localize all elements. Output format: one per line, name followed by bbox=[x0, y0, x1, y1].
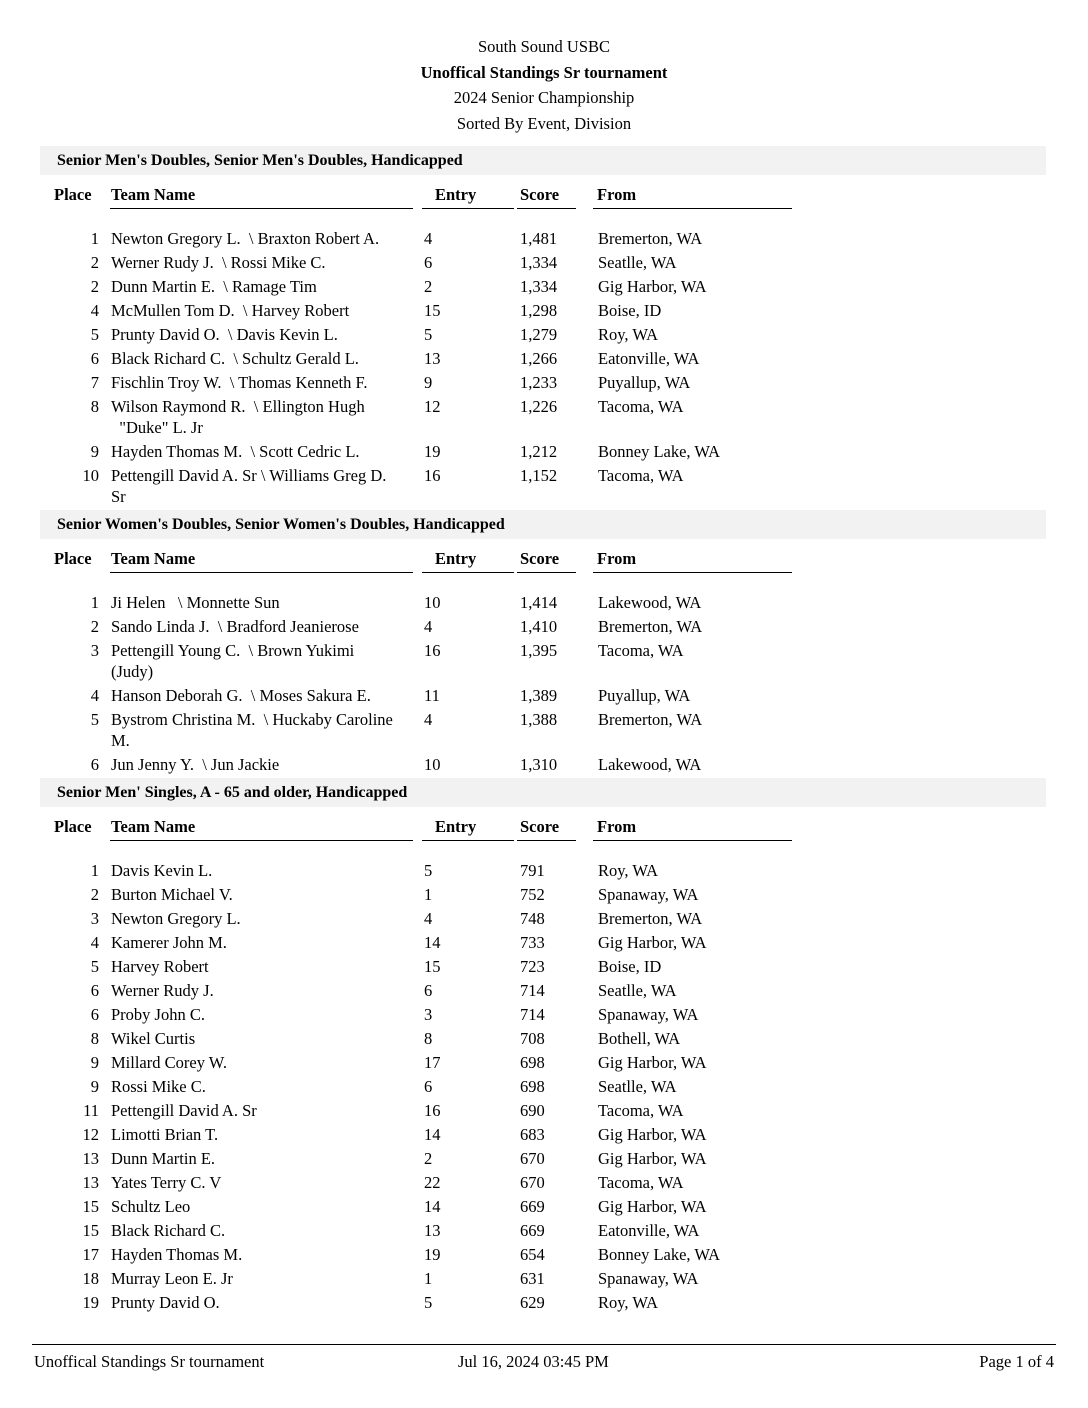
score-cell: 1,266 bbox=[520, 349, 558, 368]
place-cell: 4 bbox=[90, 933, 99, 952]
section-title: Senior Men' Singles, A - 65 and older, Handicapped bbox=[40, 778, 1046, 807]
place-cell: 9 bbox=[90, 1077, 99, 1096]
team-name-line: Dunn Martin E. \ Ramage Tim bbox=[111, 277, 317, 296]
team-name-line: Bystrom Christina M. \ Huckaby Caroline bbox=[111, 710, 393, 729]
column-header-entry: Entry bbox=[435, 549, 477, 568]
from-cell: Tacoma, WA bbox=[598, 466, 684, 485]
team-name-line: Werner Rudy J. bbox=[111, 981, 214, 1000]
column-header-from: From bbox=[597, 185, 637, 204]
score-cell: 698 bbox=[520, 1077, 545, 1096]
from-cell: Roy, WA bbox=[598, 325, 659, 344]
team-name-cell bbox=[111, 1052, 423, 1073]
score-cell: 1,389 bbox=[520, 686, 558, 705]
from-cell: Tacoma, WA bbox=[598, 641, 684, 660]
entry-cell: 15 bbox=[424, 957, 441, 976]
team-name-line: Wilson Raymond R. \ Ellington Hugh bbox=[111, 397, 365, 416]
entry-cell: 4 bbox=[424, 710, 433, 729]
entry-cell: 2 bbox=[424, 277, 433, 296]
team-name-cell bbox=[111, 300, 423, 321]
team-name-line: Hayden Thomas M. \ Scott Cedric L. bbox=[111, 442, 360, 461]
team-name-line: Millard Corey W. bbox=[111, 1053, 227, 1072]
score-cell: 629 bbox=[520, 1293, 545, 1312]
team-name-cell bbox=[111, 592, 423, 613]
team-name-line: Black Richard C. bbox=[111, 1221, 226, 1240]
score-cell: 683 bbox=[520, 1125, 545, 1144]
column-header-score: Score bbox=[520, 817, 560, 836]
score-cell: 791 bbox=[520, 861, 545, 880]
place-cell: 5 bbox=[90, 957, 99, 976]
team-name-continuation: "Duke" L. Jr bbox=[111, 418, 203, 437]
column-underline bbox=[110, 208, 413, 209]
score-cell: 708 bbox=[520, 1029, 545, 1048]
team-name-line: Prunty David O. bbox=[111, 1293, 220, 1312]
team-name-line: Limotti Brian T. bbox=[111, 1125, 219, 1144]
score-cell: 1,298 bbox=[520, 301, 558, 320]
from-cell: Spanaway, WA bbox=[598, 1269, 699, 1288]
entry-cell: 6 bbox=[424, 1077, 433, 1096]
place-cell: 17 bbox=[82, 1245, 99, 1264]
from-cell: Gig Harbor, WA bbox=[598, 1125, 707, 1144]
place-cell: 2 bbox=[90, 885, 99, 904]
entry-cell: 15 bbox=[424, 301, 441, 320]
team-name-line: Jun Jenny Y. \ Jun Jackie bbox=[111, 755, 280, 774]
from-cell: Gig Harbor, WA bbox=[598, 1197, 707, 1216]
team-name-cell bbox=[111, 908, 423, 929]
place-cell: 6 bbox=[90, 1005, 99, 1024]
score-cell: 1,481 bbox=[520, 229, 558, 248]
from-cell: Gig Harbor, WA bbox=[598, 933, 707, 952]
place-cell: 3 bbox=[90, 909, 99, 928]
place-cell: 8 bbox=[90, 1029, 99, 1048]
column-header-place: Place bbox=[54, 185, 92, 204]
footer-timestamp: Jul 16, 2024 03:45 PM bbox=[458, 1352, 609, 1371]
column-header-team-name: Team Name bbox=[111, 817, 196, 836]
team-name-line: Kamerer John M. bbox=[111, 933, 227, 952]
team-name-cell bbox=[111, 932, 423, 953]
team-name-cell bbox=[111, 640, 423, 682]
team-name-line: Dunn Martin E. bbox=[111, 1149, 216, 1168]
place-cell: 11 bbox=[83, 1101, 99, 1120]
score-cell: 1,226 bbox=[520, 397, 558, 416]
team-name-continuation: M. bbox=[111, 731, 130, 750]
place-cell: 4 bbox=[90, 686, 99, 705]
place-cell: 2 bbox=[90, 277, 99, 296]
column-header-from: From bbox=[597, 549, 637, 568]
column-underline bbox=[517, 572, 576, 573]
entry-cell: 3 bbox=[424, 1005, 433, 1024]
team-name-cell bbox=[111, 1172, 423, 1193]
place-cell: 12 bbox=[82, 1125, 99, 1144]
place-cell: 1 bbox=[90, 229, 99, 248]
from-cell: Bonney Lake, WA bbox=[598, 1245, 721, 1264]
score-cell: 748 bbox=[520, 909, 545, 928]
from-cell: Tacoma, WA bbox=[598, 1101, 684, 1120]
place-cell: 19 bbox=[82, 1293, 99, 1312]
score-cell: 1,414 bbox=[520, 593, 558, 612]
section-title: Senior Men's Doubles, Senior Men's Doubles, Handicapped bbox=[40, 146, 1046, 175]
team-name-cell bbox=[111, 709, 423, 751]
column-underline bbox=[593, 208, 792, 209]
place-cell: 15 bbox=[82, 1221, 99, 1240]
from-cell: Roy, WA bbox=[598, 1293, 659, 1312]
entry-cell: 1 bbox=[424, 1269, 433, 1288]
score-cell: 1,233 bbox=[520, 373, 558, 392]
column-header-place: Place bbox=[54, 817, 92, 836]
score-cell: 723 bbox=[520, 957, 545, 976]
from-cell: Gig Harbor, WA bbox=[598, 1149, 707, 1168]
score-cell: 1,395 bbox=[520, 641, 558, 660]
team-name-line: Pettengill David A. Sr \ Williams Greg D. bbox=[111, 466, 387, 485]
column-header-score: Score bbox=[520, 549, 560, 568]
column-underline bbox=[593, 572, 792, 573]
column-header-entry: Entry bbox=[435, 817, 477, 836]
score-cell: 714 bbox=[520, 1005, 545, 1024]
column-header-entry: Entry bbox=[435, 185, 477, 204]
entry-cell: 11 bbox=[424, 686, 440, 705]
team-name-line: Pettengill Young C. \ Brown Yukimi bbox=[111, 641, 355, 660]
team-name-line: Pettengill David A. Sr bbox=[111, 1101, 257, 1120]
place-cell: 15 bbox=[82, 1197, 99, 1216]
score-cell: 1,410 bbox=[520, 617, 558, 636]
entry-cell: 13 bbox=[424, 349, 441, 368]
team-name-line: Sando Linda J. \ Bradford Jeanierose bbox=[111, 617, 359, 636]
place-cell: 1 bbox=[90, 861, 99, 880]
place-cell: 8 bbox=[90, 397, 99, 416]
place-cell: 6 bbox=[90, 981, 99, 1000]
team-name-line: Proby John C. bbox=[111, 1005, 205, 1024]
team-name-cell bbox=[111, 754, 423, 775]
team-name-cell bbox=[111, 1292, 423, 1313]
report-title: Unoffical Standings Sr tournament bbox=[420, 62, 668, 82]
from-cell: Bonney Lake, WA bbox=[598, 442, 721, 461]
place-cell: 6 bbox=[90, 755, 99, 774]
report-header bbox=[0, 34, 1088, 137]
team-name-cell bbox=[111, 324, 423, 345]
from-cell: Seatlle, WA bbox=[598, 1077, 677, 1096]
score-cell: 670 bbox=[520, 1173, 545, 1192]
column-header-team-name: Team Name bbox=[111, 549, 196, 568]
from-cell: Bremerton, WA bbox=[598, 617, 703, 636]
sort-order: Sorted By Event, Division bbox=[456, 114, 632, 134]
team-name-cell bbox=[111, 616, 423, 637]
entry-cell: 16 bbox=[424, 1101, 441, 1120]
from-cell: Eatonville, WA bbox=[598, 349, 700, 368]
team-name-line: Newton Gregory L. \ Braxton Robert A. bbox=[111, 229, 380, 248]
from-cell: Seatlle, WA bbox=[598, 981, 677, 1000]
team-name-cell bbox=[111, 860, 423, 881]
score-cell: 690 bbox=[520, 1101, 545, 1120]
from-cell: Bothell, WA bbox=[598, 1029, 681, 1048]
score-cell: 698 bbox=[520, 1053, 545, 1072]
entry-cell: 17 bbox=[424, 1053, 441, 1072]
entry-cell: 5 bbox=[424, 1293, 433, 1312]
column-header-from: From bbox=[597, 817, 637, 836]
team-name-cell bbox=[111, 1100, 423, 1121]
entry-cell: 13 bbox=[424, 1221, 441, 1240]
entry-cell: 10 bbox=[424, 593, 441, 612]
team-name-cell bbox=[111, 1028, 423, 1049]
entry-cell: 2 bbox=[424, 1149, 433, 1168]
from-cell: Bremerton, WA bbox=[598, 710, 703, 729]
team-name-line: Yates Terry C. V bbox=[111, 1173, 222, 1192]
column-underline bbox=[110, 572, 413, 573]
from-cell: Spanaway, WA bbox=[598, 1005, 699, 1024]
entry-cell: 12 bbox=[424, 397, 441, 416]
place-cell: 9 bbox=[90, 442, 99, 461]
entry-cell: 10 bbox=[424, 755, 441, 774]
score-cell: 654 bbox=[520, 1245, 545, 1264]
team-name-cell bbox=[111, 1124, 423, 1145]
place-cell: 6 bbox=[90, 349, 99, 368]
score-cell: 1,212 bbox=[520, 442, 558, 461]
column-underline bbox=[422, 208, 514, 209]
from-cell: Lakewood, WA bbox=[598, 593, 702, 612]
team-name-cell bbox=[111, 276, 423, 297]
place-cell: 18 bbox=[82, 1269, 99, 1288]
place-cell: 9 bbox=[90, 1053, 99, 1072]
from-cell: Bremerton, WA bbox=[598, 909, 703, 928]
team-name-cell bbox=[111, 1268, 423, 1289]
team-name-line: Davis Kevin L. bbox=[111, 861, 213, 880]
entry-cell: 14 bbox=[424, 1197, 441, 1216]
team-name-cell bbox=[111, 1220, 423, 1241]
team-name-line: Wikel Curtis bbox=[111, 1029, 196, 1048]
entry-cell: 4 bbox=[424, 617, 433, 636]
team-name-line: Black Richard C. \ Schultz Gerald L. bbox=[111, 349, 359, 368]
column-underline bbox=[593, 840, 792, 841]
team-name-line: Harvey Robert bbox=[111, 957, 209, 976]
column-underline bbox=[517, 208, 576, 209]
entry-cell: 6 bbox=[424, 981, 433, 1000]
org-name: South Sound USBC bbox=[477, 37, 611, 56]
event-name: 2024 Senior Championship bbox=[453, 88, 635, 108]
team-name-line: Schultz Leo bbox=[111, 1197, 191, 1216]
entry-cell: 14 bbox=[424, 1125, 441, 1144]
score-cell: 1,334 bbox=[520, 277, 558, 296]
team-name-cell bbox=[111, 1148, 423, 1169]
from-cell: Seatlle, WA bbox=[598, 253, 677, 272]
team-name-cell bbox=[111, 372, 423, 393]
from-cell: Puyallup, WA bbox=[598, 686, 691, 705]
entry-cell: 5 bbox=[424, 861, 433, 880]
team-name-cell bbox=[111, 252, 423, 273]
team-name-cell bbox=[111, 1004, 423, 1025]
from-cell: Puyallup, WA bbox=[598, 373, 691, 392]
team-name-cell bbox=[111, 396, 423, 438]
team-name-cell bbox=[111, 980, 423, 1001]
column-header-score: Score bbox=[520, 185, 560, 204]
place-cell: 7 bbox=[90, 373, 99, 392]
entry-cell: 19 bbox=[424, 442, 441, 461]
entry-cell: 8 bbox=[424, 1029, 433, 1048]
entry-cell: 1 bbox=[424, 885, 433, 904]
score-cell: 1,310 bbox=[520, 755, 558, 774]
team-name-cell bbox=[111, 465, 423, 507]
entry-cell: 19 bbox=[424, 1245, 441, 1264]
place-cell: 1 bbox=[90, 593, 99, 612]
from-cell: Gig Harbor, WA bbox=[598, 277, 707, 296]
from-cell: Lakewood, WA bbox=[598, 755, 702, 774]
score-cell: 669 bbox=[520, 1197, 545, 1216]
column-underline bbox=[517, 840, 576, 841]
entry-cell: 14 bbox=[424, 933, 441, 952]
team-name-cell bbox=[111, 1196, 423, 1217]
from-cell: Spanaway, WA bbox=[598, 885, 699, 904]
team-name-continuation: Sr bbox=[111, 487, 126, 506]
score-cell: 670 bbox=[520, 1149, 545, 1168]
place-cell: 3 bbox=[90, 641, 99, 660]
score-cell: 1,152 bbox=[520, 466, 558, 485]
entry-cell: 4 bbox=[424, 229, 433, 248]
team-name-cell bbox=[111, 228, 423, 249]
team-name-line: Murray Leon E. Jr bbox=[111, 1269, 233, 1288]
team-name-line: Rossi Mike C. bbox=[111, 1077, 206, 1096]
footer-page-number: Page 1 of 4 bbox=[979, 1352, 1054, 1371]
entry-cell: 5 bbox=[424, 325, 433, 344]
section-title: Senior Women's Doubles, Senior Women's Doubles, Handicapped bbox=[40, 510, 1046, 539]
team-name-cell bbox=[111, 884, 423, 905]
score-cell: 1,388 bbox=[520, 710, 558, 729]
from-cell: Gig Harbor, WA bbox=[598, 1053, 707, 1072]
place-cell: 13 bbox=[82, 1149, 99, 1168]
from-cell: Tacoma, WA bbox=[598, 1173, 684, 1192]
entry-cell: 6 bbox=[424, 253, 433, 272]
column-underline bbox=[422, 840, 514, 841]
team-name-cell bbox=[111, 685, 423, 706]
team-name-line: Hayden Thomas M. bbox=[111, 1245, 243, 1264]
from-cell: Roy, WA bbox=[598, 861, 659, 880]
team-name-line: Burton Michael V. bbox=[111, 885, 233, 904]
team-name-cell bbox=[111, 441, 423, 462]
team-name-line: Newton Gregory L. bbox=[111, 909, 241, 928]
entry-cell: 22 bbox=[424, 1173, 441, 1192]
team-name-line: Ji Helen \ Monnette Sun bbox=[111, 593, 280, 612]
team-name-cell bbox=[111, 1076, 423, 1097]
score-cell: 1,279 bbox=[520, 325, 558, 344]
score-cell: 752 bbox=[520, 885, 545, 904]
from-cell: Eatonville, WA bbox=[598, 1221, 700, 1240]
place-cell: 5 bbox=[90, 325, 99, 344]
column-underline bbox=[422, 572, 514, 573]
entry-cell: 9 bbox=[424, 373, 433, 392]
place-cell: 5 bbox=[90, 710, 99, 729]
score-cell: 714 bbox=[520, 981, 545, 1000]
team-name-line: Werner Rudy J. \ Rossi Mike C. bbox=[111, 253, 326, 272]
place-cell: 4 bbox=[90, 301, 99, 320]
footer-report-name: Unoffical Standings Sr tournament bbox=[34, 1352, 265, 1371]
team-name-line: Prunty David O. \ Davis Kevin L. bbox=[111, 325, 338, 344]
column-header-place: Place bbox=[54, 549, 92, 568]
score-cell: 669 bbox=[520, 1221, 545, 1240]
team-name-line: Fischlin Troy W. \ Thomas Kenneth F. bbox=[111, 373, 368, 392]
team-name-cell bbox=[111, 1244, 423, 1265]
footer-divider bbox=[32, 1344, 1056, 1345]
score-cell: 733 bbox=[520, 933, 545, 952]
from-cell: Tacoma, WA bbox=[598, 397, 684, 416]
score-cell: 631 bbox=[520, 1269, 545, 1288]
place-cell: 2 bbox=[90, 617, 99, 636]
from-cell: Boise, ID bbox=[598, 301, 662, 320]
column-header-team-name: Team Name bbox=[111, 185, 196, 204]
entry-cell: 4 bbox=[424, 909, 433, 928]
team-name-line: McMullen Tom D. \ Harvey Robert bbox=[111, 301, 350, 320]
team-name-continuation: (Judy) bbox=[111, 662, 154, 681]
from-cell: Bremerton, WA bbox=[598, 229, 703, 248]
from-cell: Boise, ID bbox=[598, 957, 662, 976]
team-name-cell bbox=[111, 956, 423, 977]
column-underline bbox=[110, 840, 413, 841]
score-cell: 1,334 bbox=[520, 253, 558, 272]
team-name-line: Hanson Deborah G. \ Moses Sakura E. bbox=[111, 686, 371, 705]
entry-cell: 16 bbox=[424, 466, 441, 485]
entry-cell: 16 bbox=[424, 641, 441, 660]
team-name-cell bbox=[111, 348, 423, 369]
place-cell: 10 bbox=[82, 466, 99, 485]
place-cell: 2 bbox=[90, 253, 99, 272]
place-cell: 13 bbox=[82, 1173, 99, 1192]
